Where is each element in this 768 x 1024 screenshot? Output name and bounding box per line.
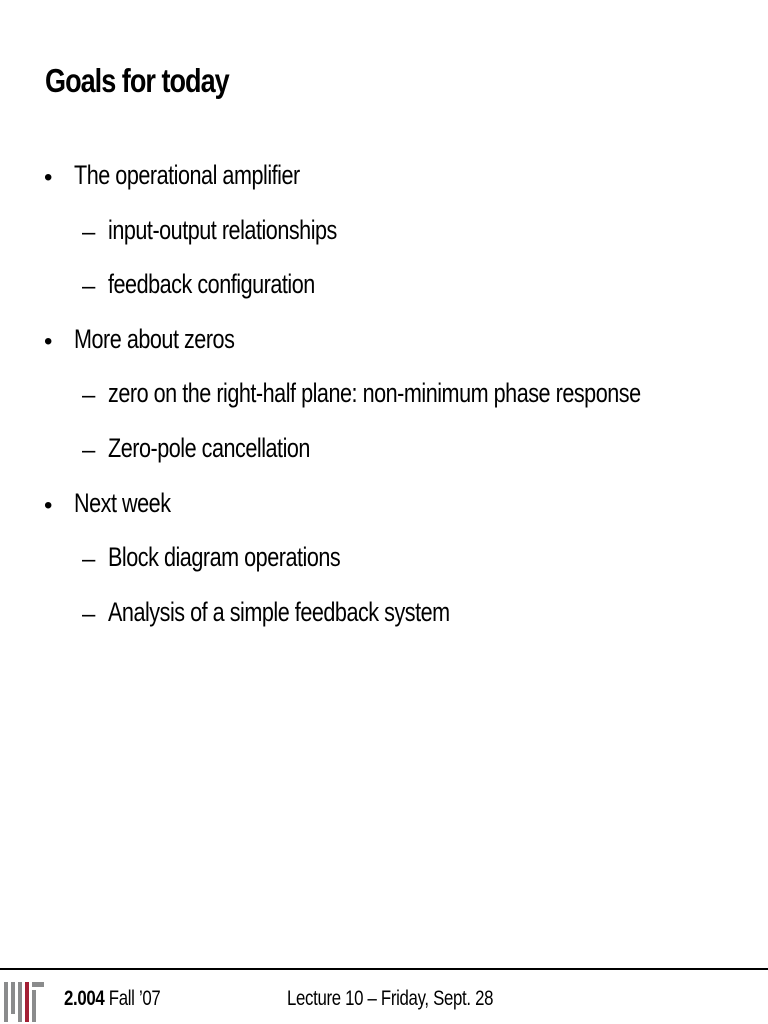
bullet-marker: •: [44, 164, 53, 191]
sub-item-text: Analysis of a simple feedback system: [108, 597, 450, 627]
footer-course: [64, 987, 160, 1011]
bullet-text: More about zeros: [74, 324, 235, 354]
bullet-text: The operational amplifier: [74, 160, 300, 190]
footer-lecture: Lecture 10 – Friday, Sept. 28: [287, 987, 494, 1010]
footer-divider: [0, 968, 768, 970]
course-number: 2.004: [64, 987, 105, 1010]
bullet-text: Next week: [74, 488, 171, 518]
sub-item-text: Block diagram operations: [108, 542, 341, 572]
sub-item-text: zero on the right-half plane: non-minimum phase response: [108, 378, 641, 408]
sub-marker: –: [82, 273, 96, 300]
bullet-marker: •: [44, 328, 53, 355]
course-term: Fall ’07: [108, 987, 161, 1010]
sub-item-text: feedback configuration: [108, 269, 315, 299]
slide-title: Goals for today: [45, 62, 229, 99]
sub-marker: –: [82, 546, 96, 573]
sub-marker: –: [82, 437, 96, 464]
sub-marker: –: [82, 601, 96, 628]
sub-item-text: input-output relationships: [108, 215, 337, 245]
mit-logo: [4, 976, 44, 1022]
bullet-marker: •: [44, 492, 53, 519]
sub-item-text: Zero-pole cancellation: [108, 433, 310, 463]
sub-marker: –: [82, 219, 96, 246]
sub-marker: –: [82, 382, 96, 409]
